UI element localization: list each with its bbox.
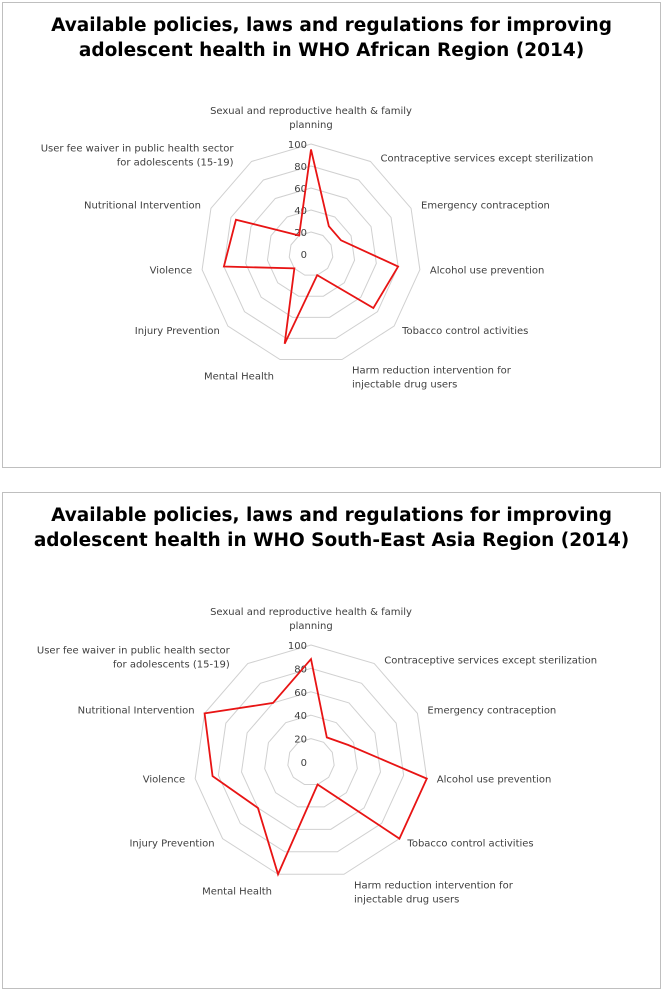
category-label: Tobacco control activities [402,326,529,338]
tick-label: 40 [294,206,307,217]
category-label: Harm reduction intervention for injectable drug users [351,365,511,391]
category-label: Violence [142,774,186,786]
tick-label: 100 [287,140,307,151]
chart-panel-africa [2,2,661,468]
tick-label: 100 [287,641,307,652]
tick-label: 60 [294,184,307,195]
chart-panel-south-east-asia [2,492,661,989]
category-label: User fee waiver in public health sector for adolescents (15-19) [36,645,230,671]
tick-label: 40 [294,711,307,723]
grid-ring [265,715,358,807]
category-label: Contraceptive services except sterilization [380,153,594,165]
tick-label: 0 [300,758,307,769]
category-label: Injury Prevention [129,838,215,850]
chart-title: Available policies, laws and regulations for improving adolescent health in WHO African Region (2014) [51,15,612,61]
grid-ring [267,210,354,296]
category-label: Mental Health [202,886,273,898]
tick-label: 20 [294,734,307,746]
category-label: Emergency contraception [427,705,557,717]
category-label: Nutritional Intervention [84,200,201,212]
tick-label: 80 [294,162,307,173]
category-label: Alcohol use prevention [436,774,552,786]
category-label: Emergency contraception [421,200,550,212]
grid-ring [224,166,398,338]
grid-ring [195,645,427,874]
category-label: Contraceptive services except sterilization [384,655,598,667]
radar-chart [3,493,660,988]
category-label: Alcohol use prevention [429,265,545,277]
category-label: Violence [149,265,193,277]
radar-chart [3,3,660,467]
series-line [224,150,398,344]
category-label: Injury Prevention [134,326,220,338]
grid-ring [218,668,403,851]
tick-label: 20 [294,228,307,239]
category-label: Mental Health [204,371,275,383]
category-label: Sexual and reproductive health & family planning [210,106,412,131]
category-label: Nutritional Intervention [77,705,195,717]
tick-label: 60 [294,687,307,699]
category-label: Harm reduction intervention for injectable drug users [353,880,513,906]
grid-ring [202,144,420,360]
category-label: User fee waiver in public health sector for adolescents (15-19) [40,143,234,169]
tick-label: 0 [300,250,307,261]
chart-title: Available policies, laws and regulations for improving adolescent health in WHO South-East Asia Region (2014) [33,505,630,551]
tick-label: 80 [294,664,307,676]
category-label: Sexual and reproductive health & family planning [210,607,412,632]
grid-ring [242,692,381,830]
category-label: Tobacco control activities [407,838,534,850]
